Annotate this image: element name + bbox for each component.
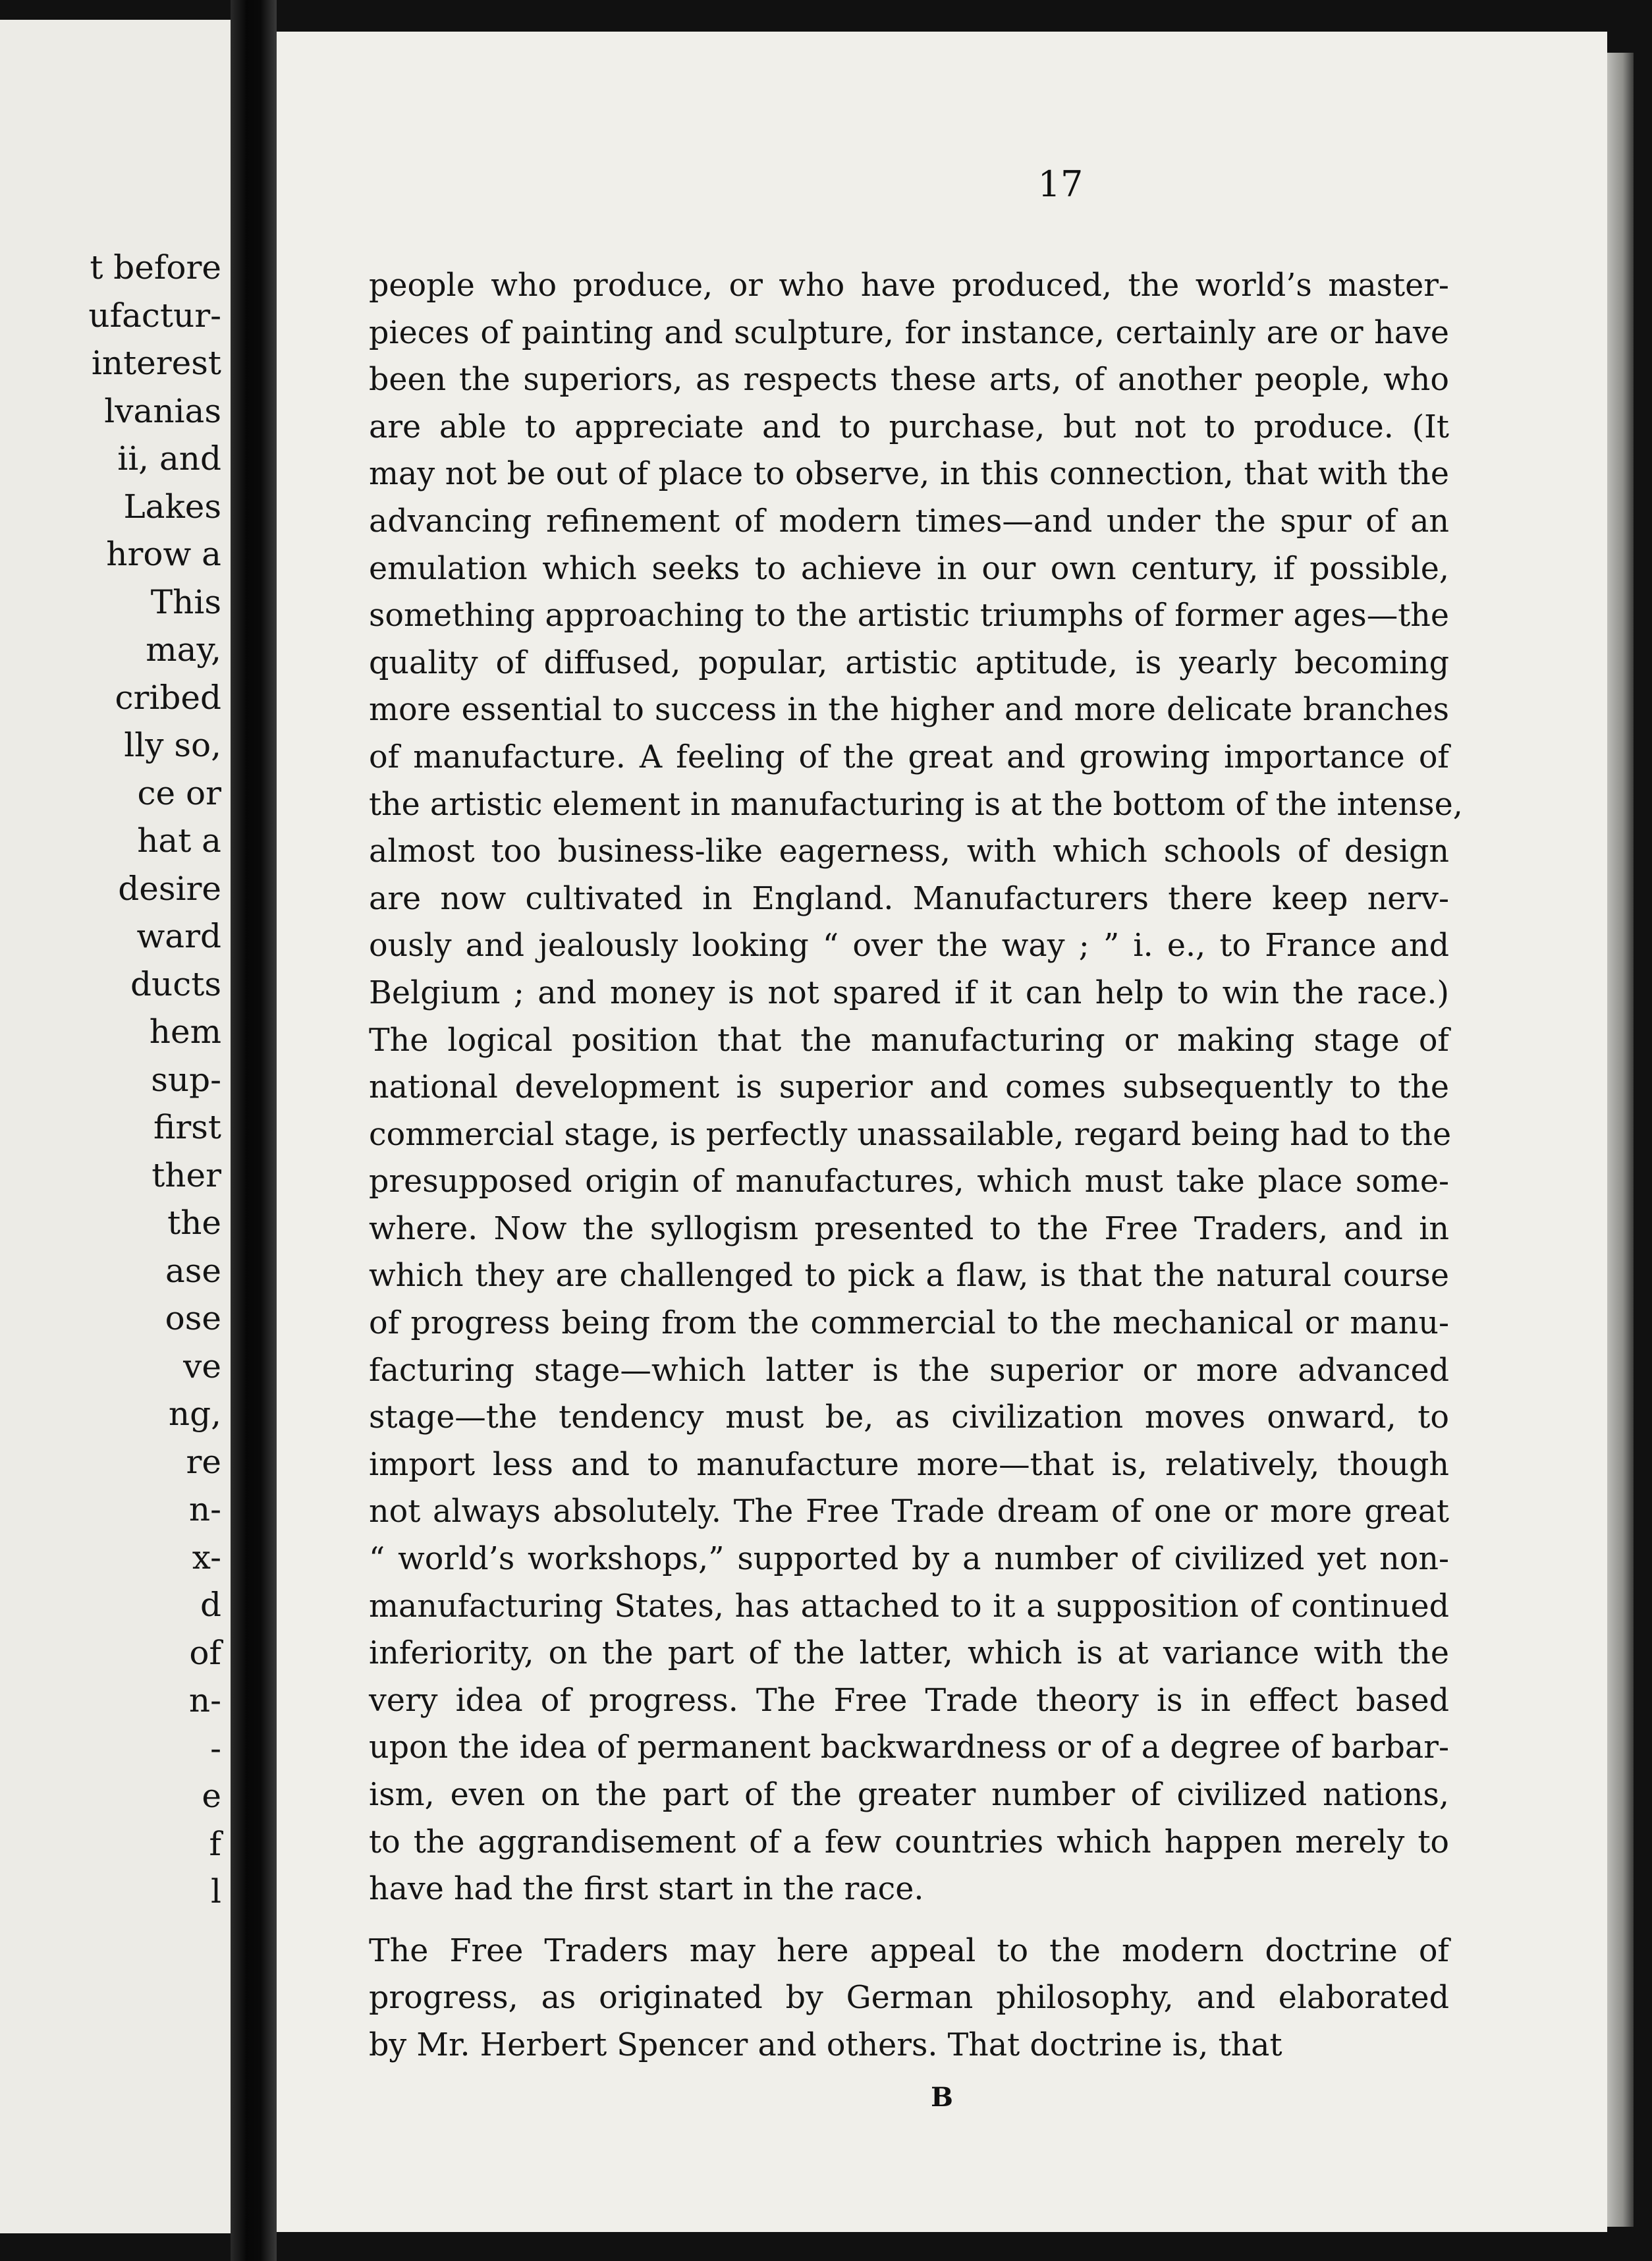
left-page-line: may,	[146, 630, 221, 669]
text-line: presupposed origin of manufactures, which must take place some-	[369, 1163, 1449, 1200]
left-page-line: sup-	[151, 1060, 221, 1099]
paragraph	[369, 262, 1463, 1913]
left-page-text-fragments	[4, 244, 221, 1916]
left-page-line: lly so,	[124, 726, 221, 764]
left-page-line: ther	[151, 1156, 221, 1194]
text-line: national development is superior and comes subsequently to the	[369, 1069, 1449, 1106]
text-line: advancing refinement of modern times—and under the spur of an	[369, 503, 1449, 540]
text-line: import less and to manufacture more—that is, relatively, though	[369, 1446, 1449, 1483]
text-line: ously and jealously looking “ over the way ; ” i. e., to France and	[369, 928, 1449, 964]
text-line: more essential to success in the higher and more delicate branches	[369, 692, 1449, 729]
left-page-line: hat a	[137, 822, 221, 860]
text-line: almost too business-like eagerness, with which schools of design	[369, 833, 1449, 870]
body-text	[369, 262, 1463, 2069]
page-edge-shadow	[1607, 53, 1634, 2227]
text-line: The Free Traders may here appeal to the modern doctrine of	[369, 1932, 1449, 1969]
text-line: progress, as originated by German philosophy, and elaborated	[369, 1980, 1449, 2017]
signature-mark: B	[931, 2082, 953, 2113]
text-line: very idea of progress. The Free Trade theory is in effect based	[369, 1682, 1449, 1719]
text-line: may not be out of place to observe, in this connection, that with the	[369, 456, 1449, 493]
left-page-line: ce or	[137, 773, 221, 812]
text-line: which they are challenged to pick a flaw, is that the natural course	[369, 1258, 1449, 1295]
left-page-line: ducts	[130, 964, 221, 1003]
left-page-line: re	[186, 1442, 221, 1481]
left-page-line: cribed	[115, 678, 221, 717]
left-page-line: ward	[136, 917, 221, 955]
left-page-line: n-	[188, 1681, 221, 1719]
left-page-line: ii, and	[117, 439, 221, 478]
left-page-line: Lakes	[123, 487, 221, 526]
text-line: ism, even on the part of the greater number of civilized nations,	[369, 1777, 1449, 1813]
right-page	[277, 32, 1607, 2232]
left-page-line: -	[210, 1729, 221, 1768]
text-line: inferiority, on the part of the latter, which is at variance with the	[369, 1635, 1449, 1672]
left-facing-page	[0, 20, 231, 2233]
left-page-line: first	[153, 1108, 221, 1146]
left-page-line: of	[189, 1633, 221, 1672]
left-page-line: t before	[90, 248, 221, 287]
text-line: stage—the tendency must be, as civilization moves onward, to	[369, 1399, 1449, 1436]
left-page-line: ufactur-	[88, 296, 221, 335]
left-page-line: x-	[192, 1538, 221, 1577]
paragraph-gap	[369, 1913, 1449, 1928]
text-line: of progress being from the commercial to the mechanical or manu-	[369, 1305, 1449, 1342]
text-line: where. Now the syllogism presented to the Free Traders, and in	[369, 1210, 1449, 1247]
text-line: the artistic element in manufacturing is at the bottom of the intense,	[369, 786, 1463, 823]
text-line: pieces of painting and sculpture, for instance, certainly are or have	[369, 314, 1449, 351]
text-line: not always absolutely. The Free Trade dream of one or more great	[369, 1493, 1449, 1530]
book-gutter	[231, 0, 277, 2261]
text-line: are now cultivated in England. Manufacturers there keep nerv-	[369, 880, 1449, 917]
left-page-line: f	[209, 1824, 221, 1863]
text-line: something approaching to the artistic triumphs of former ages—the	[369, 598, 1449, 634]
text-line: of manufacture. A feeling of the great and growing importance of	[369, 739, 1449, 775]
text-line: emulation which seeks to achieve in our own century, if possible,	[369, 550, 1449, 587]
paragraph	[369, 1928, 1449, 2069]
text-line: by Mr. Herbert Spencer and others. That doctrine is, that	[369, 2026, 1282, 2063]
left-page-line: ose	[165, 1299, 221, 1337]
left-page-line: n-	[188, 1490, 221, 1528]
left-page-line: d	[200, 1586, 221, 1624]
left-page-line: This	[150, 582, 221, 621]
text-line: Belgium ; and money is not spared if it can help to win the race.)	[369, 974, 1449, 1011]
text-line: to the aggrandisement of a few countries which happen merely to	[369, 1824, 1449, 1860]
left-page-line: hrow a	[106, 535, 221, 573]
text-line: people who produce, or who have produced, the world’s master-	[369, 267, 1449, 304]
text-line: been the superiors, as respects these arts, of another people, who	[369, 362, 1449, 399]
left-page-line: desire	[118, 869, 221, 908]
left-page-line: ase	[165, 1251, 221, 1290]
left-page-line: ng,	[168, 1395, 221, 1433]
text-line: manufacturing States, has attached to it a supposition of continued	[369, 1588, 1449, 1625]
page-number: 17	[1037, 163, 1084, 205]
left-page-line: e	[202, 1777, 221, 1815]
left-page-line: the	[167, 1204, 221, 1242]
left-page-line: hem	[149, 1013, 221, 1051]
text-line: The logical position that the manufacturing or making stage of	[369, 1022, 1449, 1059]
left-page-line: ve	[183, 1347, 221, 1385]
text-line: commercial stage, is perfectly unassailable, regard being had to the	[369, 1116, 1452, 1153]
text-line: upon the idea of permanent backwardness or of a degree of barbar-	[369, 1729, 1449, 1766]
left-page-line: interest	[91, 344, 221, 382]
text-line: have had the first start in the race.	[369, 1871, 924, 1908]
left-page-line: lvanias	[104, 391, 221, 430]
text-line: are able to appreciate and to purchase, but not to produce. (It	[369, 408, 1449, 445]
left-page-line: l	[211, 1872, 221, 1911]
text-line: facturing stage—which latter is the superior or more advanced	[369, 1352, 1449, 1389]
text-line: “ world’s workshops,” supported by a number of civilized yet non-	[369, 1541, 1449, 1578]
text-line: quality of diffused, popular, artistic aptitude, is yearly becoming	[369, 644, 1449, 681]
